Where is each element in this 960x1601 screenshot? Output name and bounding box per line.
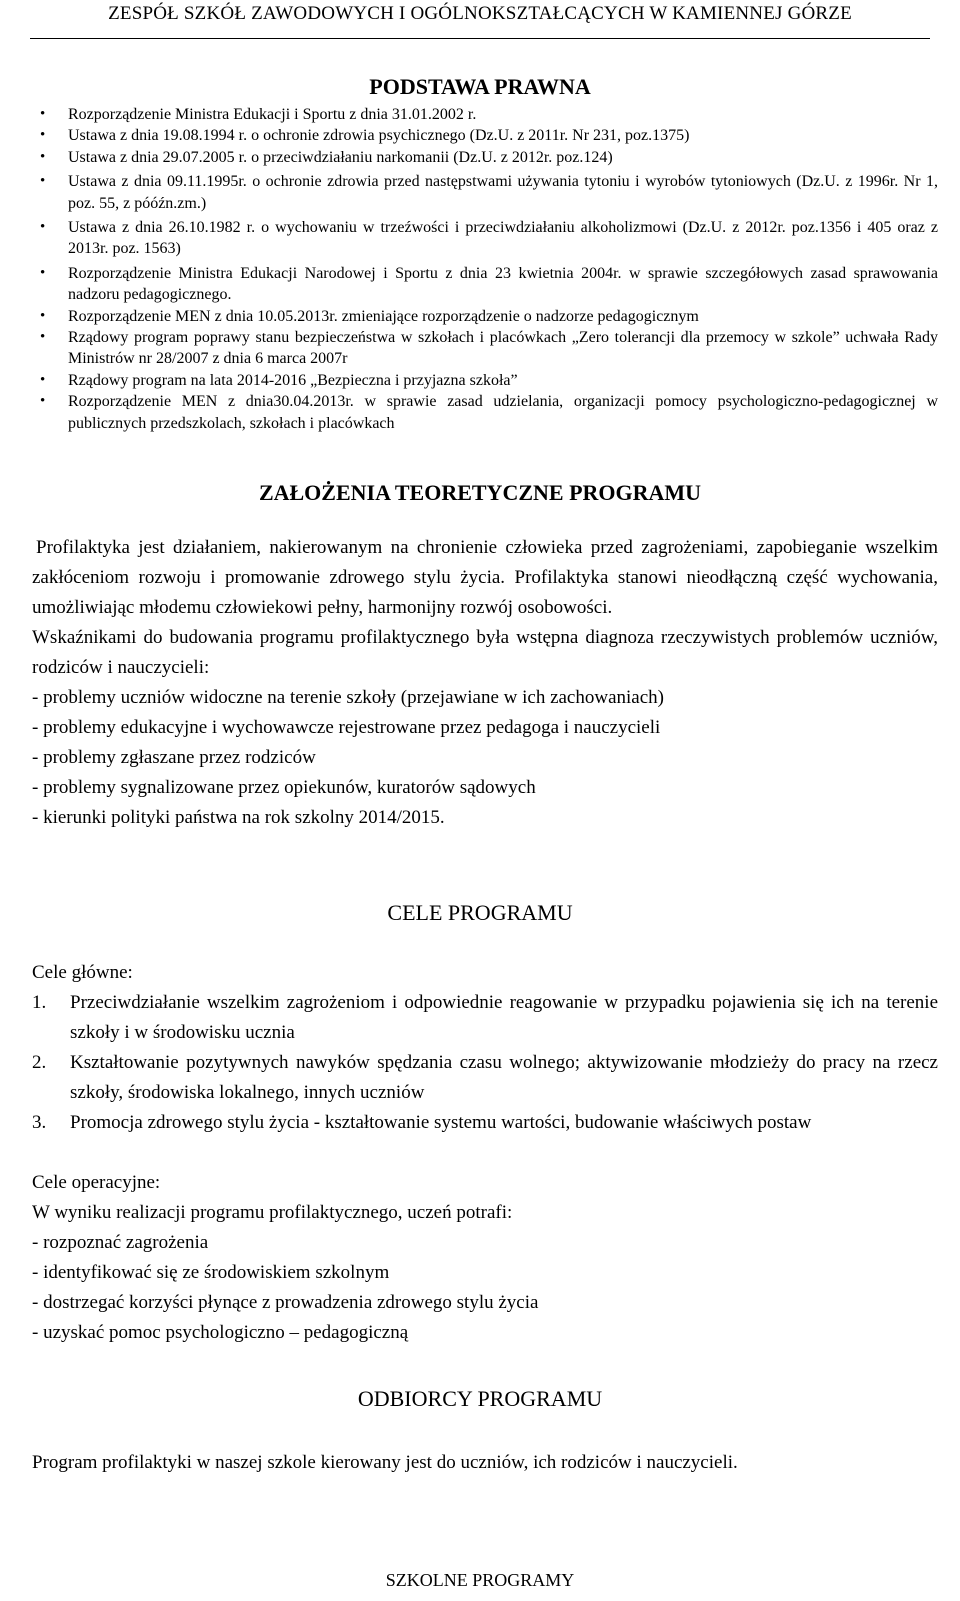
- theory-title: ZAŁOŻENIA TEORETYCZNE PROGRAMU: [258, 480, 702, 505]
- main-goals-section: [32, 958, 938, 1138]
- next-section-heading: SZKOLNE PROGRAMY: [385, 1570, 575, 1590]
- main-goals-label: Cele główne:: [32, 962, 133, 983]
- operational-goals-intro: W wyniku realizacji programu profilaktycznego, uczeń potrafi:: [32, 1202, 513, 1223]
- goal-number: 3.: [32, 1112, 47, 1133]
- legal-basis-item: • Rozporządzenie MEN z dnia30.04.2013r. w sprawie zasad udzielania, organizacji pomocy psychologiczno-pedagogicznej w publicznych przedszkolach, szkołach i placówkach: [40, 391, 938, 434]
- legal-basis-item: • Ustawa z dnia 09.11.1995r. o ochronie zdrowia przed następstwami używania tytoniu i wyrobów tytoniowych (Dz.U. z 1996r. Nr 1, poz. 55, z póóźn.zm.): [40, 171, 938, 214]
- legal-basis-item: • Ustawa z dnia 26.10.1982 r. o wychowaniu w trzeźwości i przeciwdziałaniu alkoholizmowi (Dz.U. z 2012r. poz.1356 i 405 oraz z 2013r. poz. 1563): [40, 217, 938, 260]
- goals-title: CELE PROGRAMU: [387, 900, 573, 925]
- theory-intro: Profilaktyka jest działaniem, nakierowanym na chronienie człowieka przed zagrożeniami, zapobieganie wszelkim zakłóceniom rozwoju i promowanie zdrowego stylu życia. Profilaktyka stanowi nieodłączną część wychowania, umożliwiając młodemu człowiekowi pełny, harmonijny rozwój osobowości.: [32, 537, 938, 618]
- main-goal-item: [32, 1108, 938, 1138]
- legal-basis-item: • Rozporządzenie Ministra Edukacji Narodowej i Sportu z dnia 23 kwietnia 2004r. w sprawie szczegółowych zasad sprawowania nadzoru pedagogicznego.: [40, 263, 938, 306]
- goal-number: 2.: [32, 1052, 47, 1073]
- goal-number: 1.: [32, 992, 47, 1013]
- operational-goals-label: Cele operacyjne:: [32, 1172, 161, 1193]
- recipients-text: Program profilaktyki w naszej szkole kierowany jest do uczniów, ich rodziców i nauczycieli.: [32, 1452, 738, 1473]
- operational-goal-item: - dostrzegać korzyści płynące z prowadzenia zdrowego stylu życia: [32, 1292, 539, 1313]
- main-goals-list: [32, 988, 938, 1138]
- goal-text: Kształtowanie pozytywnych nawyków spędzania czasu wolnego; aktywizowanie młodzieży do pracy na rzecz szkoły, środowiska lokalnego, innych uczniów: [70, 1052, 938, 1103]
- operational-goals-section: [32, 1168, 938, 1348]
- legal-basis-item: • Rozporządzenie MEN z dnia 10.05.2013r. zmieniające rozporządzenie o nadzorze pedagogicznym: [40, 306, 938, 327]
- goal-text: Promocja zdrowego stylu życia - kształtowanie systemu wartości, budowanie właściwych postaw: [70, 1112, 812, 1133]
- legal-basis-item: • Rządowy program poprawy stanu bezpieczeństwa w szkołach i placówkach „Zero tolerancji dla przemocy w szkole” uchwała Rady Ministrów nr 28/2007 z dnia 6 marca 2007r: [40, 327, 938, 370]
- operational-goal-item: - identyfikować się ze środowiskiem szkolnym: [32, 1262, 390, 1283]
- goal-text: Przeciwdziałanie wszelkim zagrożeniom i odpowiednie reagowanie w przypadku pojawienia się ich na terenie szkoły i w środowisku ucznia: [70, 992, 938, 1043]
- header-divider: [30, 38, 930, 39]
- legal-basis-title: PODSTAWA PRAWNA: [369, 74, 591, 99]
- legal-basis-item: • Rozporządzenie Ministra Edukacji i Sportu z dnia 31.01.2002 r.: [40, 104, 938, 125]
- legal-basis-list: [40, 104, 938, 434]
- legal-basis-item: • Ustawa z dnia 29.07.2005 r. o przeciwdziałaniu narkomanii (Dz.U. z 2012r. poz.124): [40, 147, 938, 168]
- theory-section: [32, 533, 938, 833]
- problem-item: - problemy uczniów widoczne na terenie szkoły (przejawiane w ich zachowaniach): [32, 687, 664, 708]
- problem-item: - problemy zgłaszane przez rodziców: [32, 747, 316, 768]
- theory-indicators: Wskaźnikami do budowania programu profilaktycznego była wstępna diagnoza rzeczywistych problemów uczniów, rodziców i nauczycieli:: [32, 627, 938, 678]
- recipients-section: [32, 1448, 938, 1478]
- school-header: ZESPÓŁ SZKÓŁ ZAWODOWYCH I OGÓLNOKSZTAŁCĄCYCH W KAMIENNEJ GÓRZE: [108, 3, 852, 24]
- legal-basis-item: • Rządowy program na lata 2014-2016 „Bezpieczna i przyjazna szkoła”: [40, 370, 938, 391]
- main-goal-item: [32, 1048, 938, 1108]
- legal-basis-item: • Ustawa z dnia 19.08.1994 r. o ochronie zdrowia psychicznego (Dz.U. z 2011r. Nr 231, poz.1375): [40, 125, 938, 146]
- operational-goal-item: - uzyskać pomoc psychologiczno – pedagogiczną: [32, 1322, 409, 1343]
- main-goal-item: [32, 988, 938, 1048]
- operational-goal-item: - rozpoznać zagrożenia: [32, 1232, 209, 1253]
- problem-item: - kierunki polityki państwa na rok szkolny 2014/2015.: [32, 807, 445, 828]
- problem-item: - problemy sygnalizowane przez opiekunów, kuratorów sądowych: [32, 777, 536, 798]
- recipients-title: ODBIORCY PROGRAMU: [357, 1386, 603, 1411]
- problem-item: - problemy edukacyjne i wychowawcze rejestrowane przez pedagoga i nauczycieli: [32, 717, 661, 738]
